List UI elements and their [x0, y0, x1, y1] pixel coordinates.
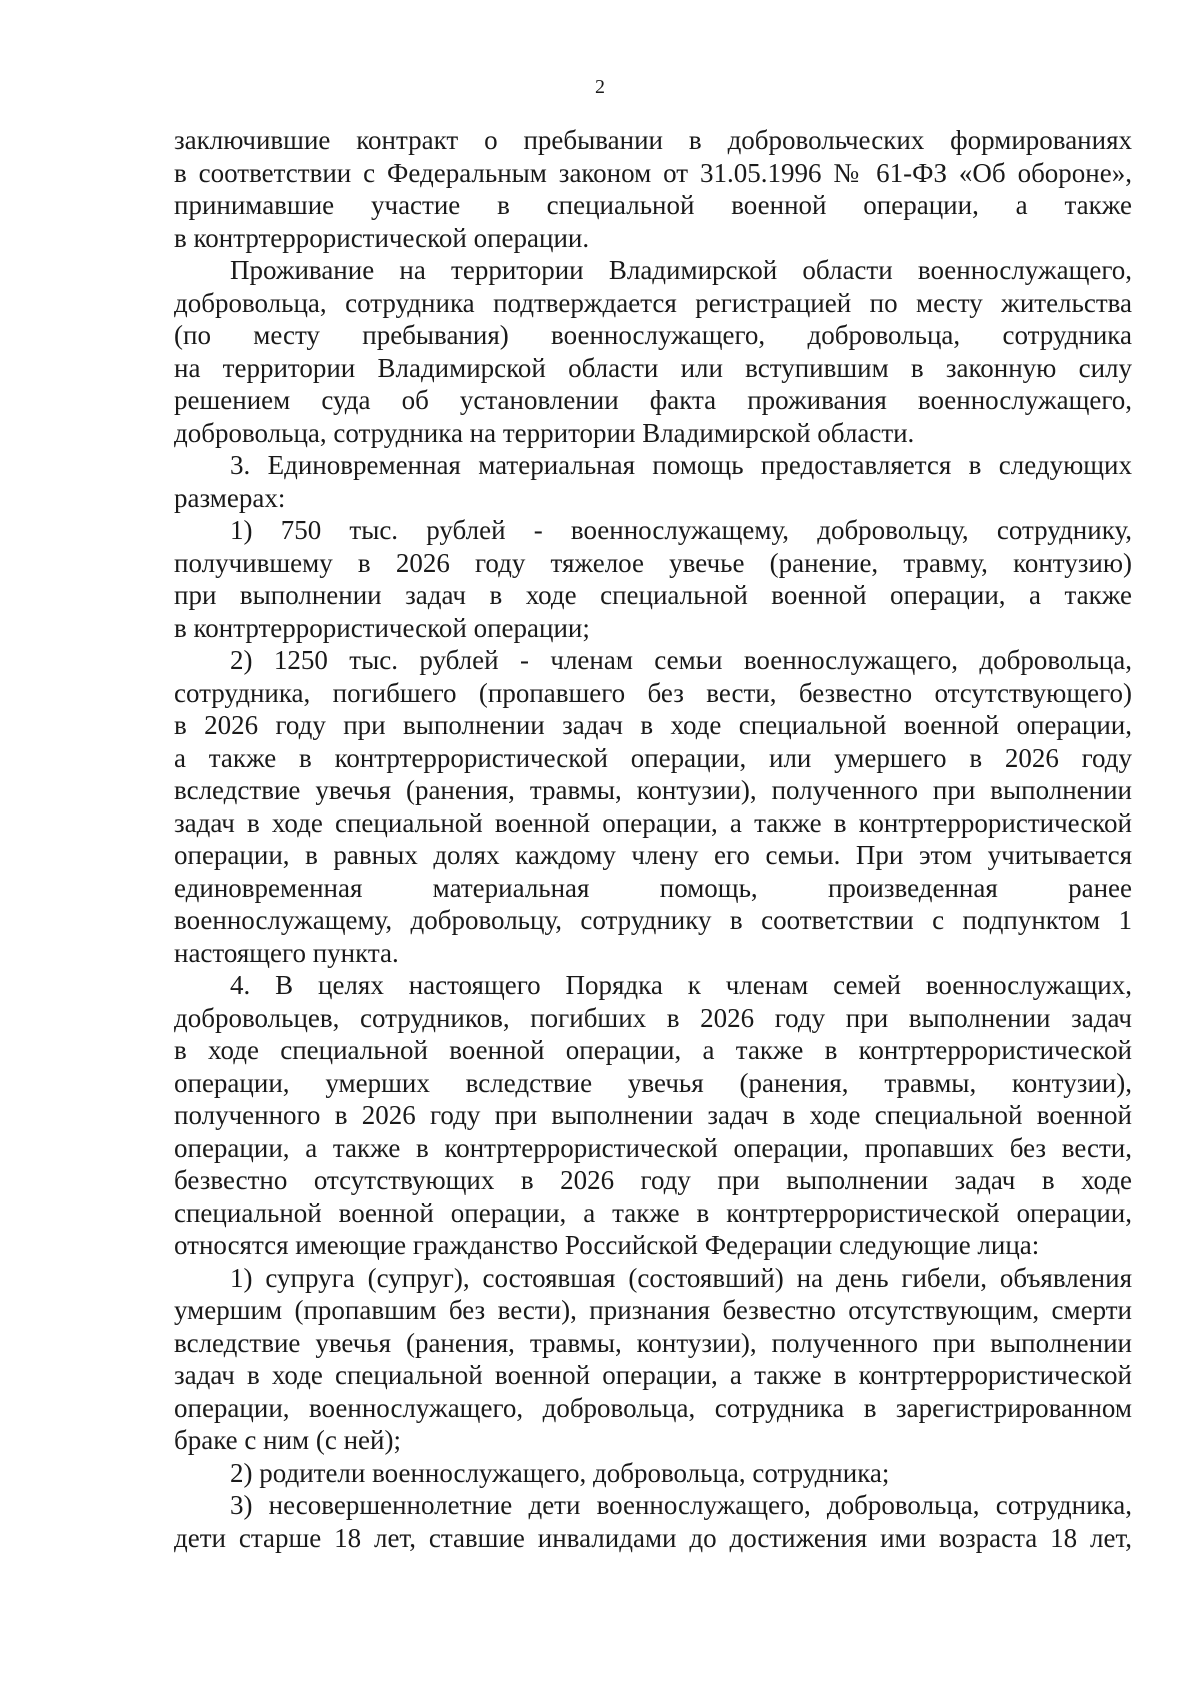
text-line: в контртеррористической операции;: [174, 612, 590, 643]
text-line: 2) 1250 тыс. рублей - членам семьи военнослужащего, добровольца,: [230, 645, 1132, 675]
text-line: дети старше 18 лет, ставшие инвалидами до достижения ими возраста 18 лет,: [174, 1522, 1132, 1553]
text-line: добровольца, сотрудника на территории Владимирской области.: [174, 417, 915, 448]
text-line: 1) 750 тыс. рублей - военнослужащему, добровольцу, сотруднику,: [230, 515, 1132, 545]
text-line: 4. В целях настоящего Порядка к членам семей военнослужащих,: [230, 970, 1132, 1000]
text-line: в ходе специальной военной операции, а также в контртеррористической: [174, 1035, 1132, 1065]
text-line: настоящего пункта.: [174, 937, 399, 968]
text-line: добровольцев, сотрудников, погибших в 2026 году при выполнении задач: [174, 1002, 1132, 1033]
text-line: Проживание на территории Владимирской области военнослужащего,: [230, 255, 1132, 285]
text-line: (по месту пребывания) военнослужащего, добровольца, сотрудника: [174, 320, 1132, 350]
text-line: в соответствии с Федеральным законом от 31.05.1996 № 61-ФЗ «Об обороне»,: [174, 157, 1132, 188]
text-line: вследствие увечья (ранения, травмы, контузии), полученного при выполнении: [174, 775, 1132, 805]
text-line: специальной военной операции, а также в контртеррористической операции,: [174, 1197, 1132, 1228]
text-line: задач в ходе специальной военной операции, а также в контртеррористической: [174, 1360, 1132, 1390]
text-line: операции, в равных долях каждому члену его семьи. При этом учитывается: [174, 840, 1132, 870]
text-line: операции, военнослужащего, добровольца, сотрудника в зарегистрированном: [174, 1392, 1132, 1423]
text-line: единовременная материальная помощь, произведенная ранее: [174, 872, 1132, 903]
text-line: 3. Единовременная материальная помощь предоставляется в следующих: [230, 450, 1132, 480]
text-line: в контртеррористической операции.: [174, 222, 590, 253]
text-line: принимавшие участие в специальной военной операции, а также: [174, 190, 1132, 220]
text-line: задач в ходе специальной военной операции, а также в контртеррористической: [174, 807, 1132, 838]
page-number: 2: [595, 76, 605, 98]
text-line: операции, умерших вследствие увечья (ранения, травмы, контузии),: [174, 1067, 1132, 1098]
text-line: заключившие контракт о пребывании в добровольческих формированиях: [174, 125, 1132, 155]
text-line: 3) несовершеннолетние дети военнослужащего, добровольца, сотрудника,: [230, 1490, 1132, 1520]
text-line: браке с ним (с ней);: [174, 1425, 401, 1455]
text-line: полученного в 2026 году при выполнении задач в ходе специальной военной: [174, 1100, 1132, 1130]
text-line: при выполнении задач в ходе специальной военной операции, а также: [174, 580, 1132, 610]
text-line: относятся имеющие гражданство Российской Федерации следующие лица:: [174, 1230, 1040, 1260]
text-line: военнослужащему, добровольцу, сотруднику в соответствии с подпунктом 1: [174, 905, 1132, 935]
text-line: операции, а также в контртеррористической операции, пропавших без вести,: [174, 1132, 1132, 1163]
text-line: решением суда об установлении факта проживания военнослужащего,: [174, 385, 1132, 415]
document-body: [174, 124, 1132, 1554]
text-line: вследствие увечья (ранения, травмы, контузии), полученного при выполнении: [174, 1327, 1132, 1358]
text-line: умершим (пропавшим без вести), признания безвестно отсутствующим, смерти: [174, 1295, 1132, 1325]
text-line: 1) супруга (супруг), состоявшая (состоявший) на день гибели, объявления: [230, 1262, 1132, 1293]
text-line: а также в контртеррористической операции, или умершего в 2026 году: [174, 742, 1132, 773]
text-line: 2) родители военнослужащего, добровольца, сотрудника;: [230, 1457, 890, 1488]
text-line: добровольца, сотрудника подтверждается регистрацией по месту жительства: [174, 287, 1132, 318]
text-line: на территории Владимирской области или вступившим в законную силу: [174, 352, 1132, 383]
text-line: размерах:: [174, 482, 286, 513]
text-line: сотрудника, погибшего (пропавшего без вести, безвестно отсутствующего): [174, 677, 1132, 708]
text-line: получившему в 2026 году тяжелое увечье (ранение, травму, контузию): [174, 547, 1132, 578]
text-line: в 2026 году при выполнении задач в ходе специальной военной операции,: [174, 710, 1132, 740]
text-line: безвестно отсутствующих в 2026 году при выполнении задач в ходе: [174, 1165, 1132, 1195]
